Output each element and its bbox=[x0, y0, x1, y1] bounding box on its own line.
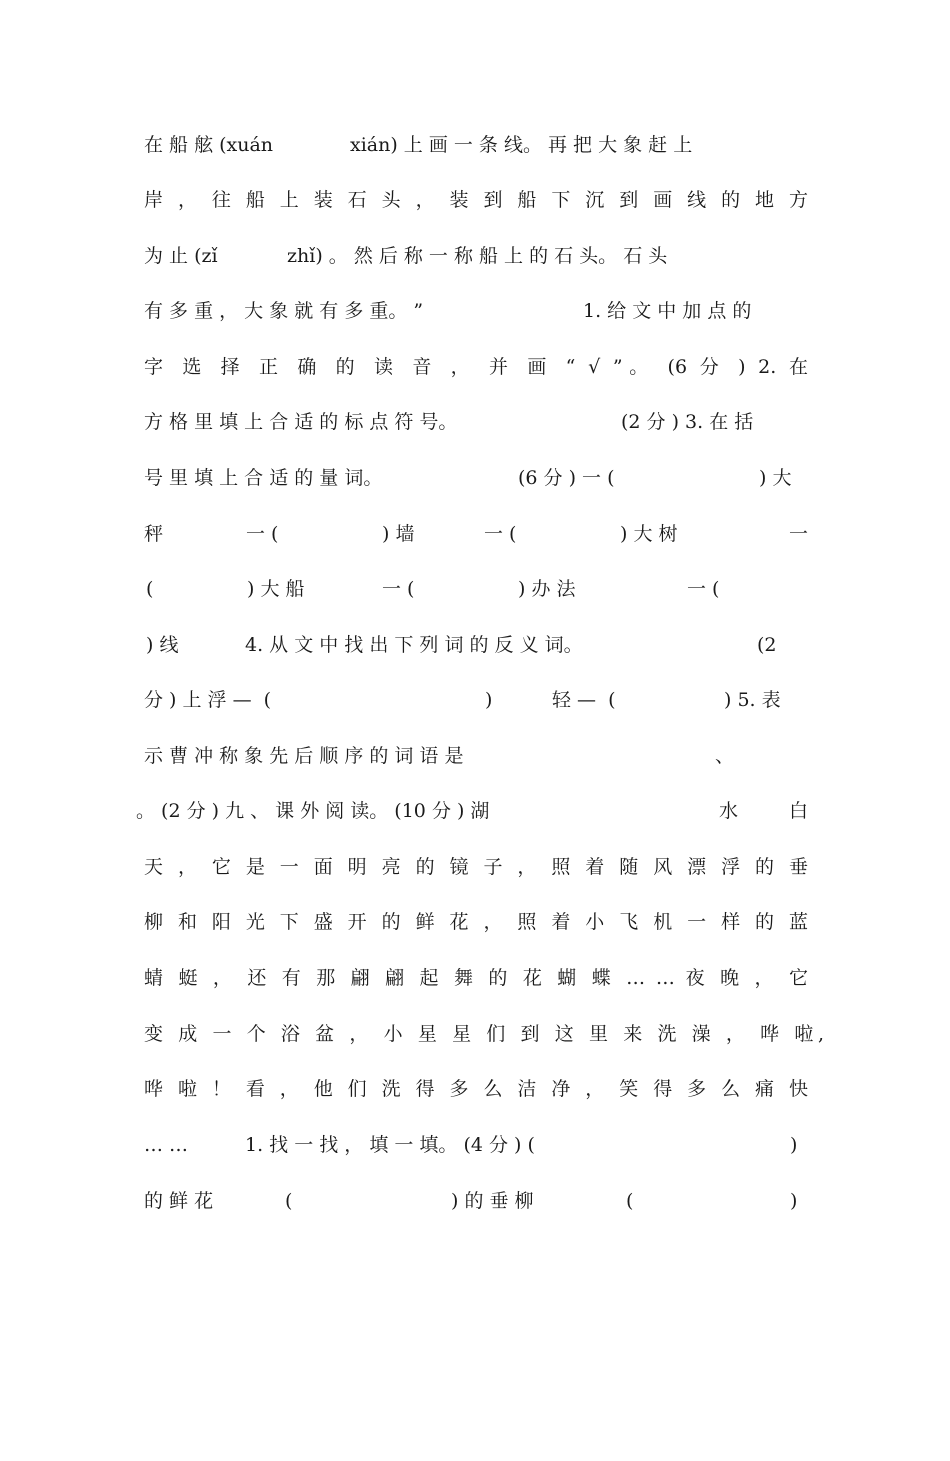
text-segment: … … bbox=[144, 1134, 189, 1156]
text-segment: 有 多 重 ， 大 象 就 有 多 重。 ” bbox=[144, 300, 424, 322]
text-line bbox=[0, 125, 950, 165]
text-segment: (2 分 ) 3. 在 括 bbox=[621, 411, 754, 433]
text-segment: ( bbox=[146, 578, 154, 600]
text-segment: (2 bbox=[757, 634, 777, 656]
text-segment: (6 分 ) 一 ( bbox=[518, 467, 615, 489]
text-segment: 轻 — ( bbox=[552, 689, 616, 711]
text-segment: 哗 啦 ！ 看 ， 他 们 洗 得 多 么 洁 净 ， 笑 得 多 么 痛 快 bbox=[144, 1078, 808, 1100]
text-segment: 的 鲜 花 bbox=[144, 1190, 214, 1212]
text-segment: 变 成 一 个 浴 盆 ， 小 星 星 们 到 这 里 来 洗 澡 ， 哗 啦, bbox=[144, 1023, 824, 1045]
text-segment: 一 ( bbox=[246, 523, 279, 545]
text-line bbox=[0, 625, 950, 665]
text-segment: 水 bbox=[719, 800, 739, 822]
text-line bbox=[0, 180, 950, 220]
text-line bbox=[0, 347, 950, 387]
text-segment: 为 止 (zǐ bbox=[144, 245, 218, 267]
text-segment: ) 大 船 bbox=[247, 578, 305, 600]
text-line bbox=[0, 291, 950, 331]
text-line bbox=[0, 680, 950, 720]
text-line bbox=[0, 458, 950, 498]
text-line bbox=[0, 902, 950, 942]
text-segment: ) bbox=[790, 1134, 798, 1156]
text-segment: ( bbox=[285, 1190, 293, 1212]
text-segment: 岸 ， 往 船 上 装 石 头 ， 装 到 船 下 沉 到 画 线 的 地 方 bbox=[144, 189, 808, 211]
text-segment: ) 大 bbox=[759, 467, 792, 489]
text-segment: 在 船 舷 (xuán bbox=[144, 134, 274, 156]
text-segment: 蜻 蜓 ， 还 有 那 翩 翩 起 舞 的 花 蝴 蝶 … … 夜 晚 ， 它 bbox=[144, 967, 808, 989]
text-line bbox=[0, 958, 950, 998]
text-line bbox=[0, 791, 950, 831]
text-line bbox=[0, 847, 950, 887]
text-line bbox=[0, 1181, 950, 1221]
text-segment: 白 bbox=[789, 800, 809, 822]
text-segment: ( bbox=[626, 1190, 634, 1212]
text-segment: 一 bbox=[789, 523, 809, 545]
text-segment: ) bbox=[790, 1190, 798, 1212]
text-segment: ) bbox=[485, 689, 493, 711]
text-segment: 方 格 里 填 上 合 适 的 标 点 符 号。 bbox=[144, 411, 458, 433]
text-line bbox=[0, 514, 950, 554]
text-segment: ) 墙 bbox=[382, 523, 415, 545]
text-segment: 4. 从 文 中 找 出 下 列 词 的 反 义 词。 bbox=[245, 634, 583, 656]
text-segment: 秤 bbox=[144, 523, 164, 545]
text-segment: 1. 给 文 中 加 点 的 bbox=[583, 300, 752, 322]
text-line bbox=[0, 1125, 950, 1165]
text-segment: 一 ( bbox=[484, 523, 517, 545]
text-segment: 一 ( bbox=[382, 578, 415, 600]
text-line bbox=[0, 402, 950, 442]
text-segment: ) 5. 表 bbox=[724, 689, 781, 711]
text-segment: 1. 找 一 找 ， 填 一 填。 (4 分 ) ( bbox=[245, 1134, 535, 1156]
text-segment: 、 bbox=[715, 745, 735, 767]
text-line bbox=[0, 736, 950, 776]
text-segment: ) 办 法 bbox=[518, 578, 576, 600]
text-segment: 字 选 择 正 确 的 读 音 ， 并 画 “ √ ”。 (6 分 ) 2. 在 bbox=[144, 356, 808, 378]
text-segment: ) 线 bbox=[146, 634, 179, 656]
text-segment: 分 ) 上 浮 — ( bbox=[144, 689, 272, 711]
text-line bbox=[0, 569, 950, 609]
text-segment: 一 ( bbox=[687, 578, 720, 600]
text-line bbox=[0, 1014, 950, 1054]
text-segment: 示 曹 冲 称 象 先 后 顺 序 的 词 语 是 bbox=[144, 745, 464, 767]
text-segment: 天 ， 它 是 一 面 明 亮 的 镜 子 ， 照 着 随 风 漂 浮 的 垂 bbox=[144, 856, 808, 878]
text-segment: 号 里 填 上 合 适 的 量 词。 bbox=[144, 467, 383, 489]
text-segment: 柳 和 阳 光 下 盛 开 的 鲜 花 ， 照 着 小 飞 机 一 样 的 蓝 bbox=[144, 911, 808, 933]
text-segment: zhǐ) 。 然 后 称 一 称 船 上 的 石 头。 石 头 bbox=[287, 245, 668, 267]
text-line bbox=[0, 236, 950, 276]
text-segment: xián) 上 画 一 条 线。 再 把 大 象 赶 上 bbox=[350, 134, 693, 156]
text-segment: ) 大 树 bbox=[620, 523, 678, 545]
text-line bbox=[0, 1069, 950, 1109]
text-segment: ) 的 垂 柳 bbox=[451, 1190, 534, 1212]
text-segment: 。 (2 分 ) 九 、 课 外 阅 读。 (10 分 ) 湖 bbox=[136, 800, 490, 822]
